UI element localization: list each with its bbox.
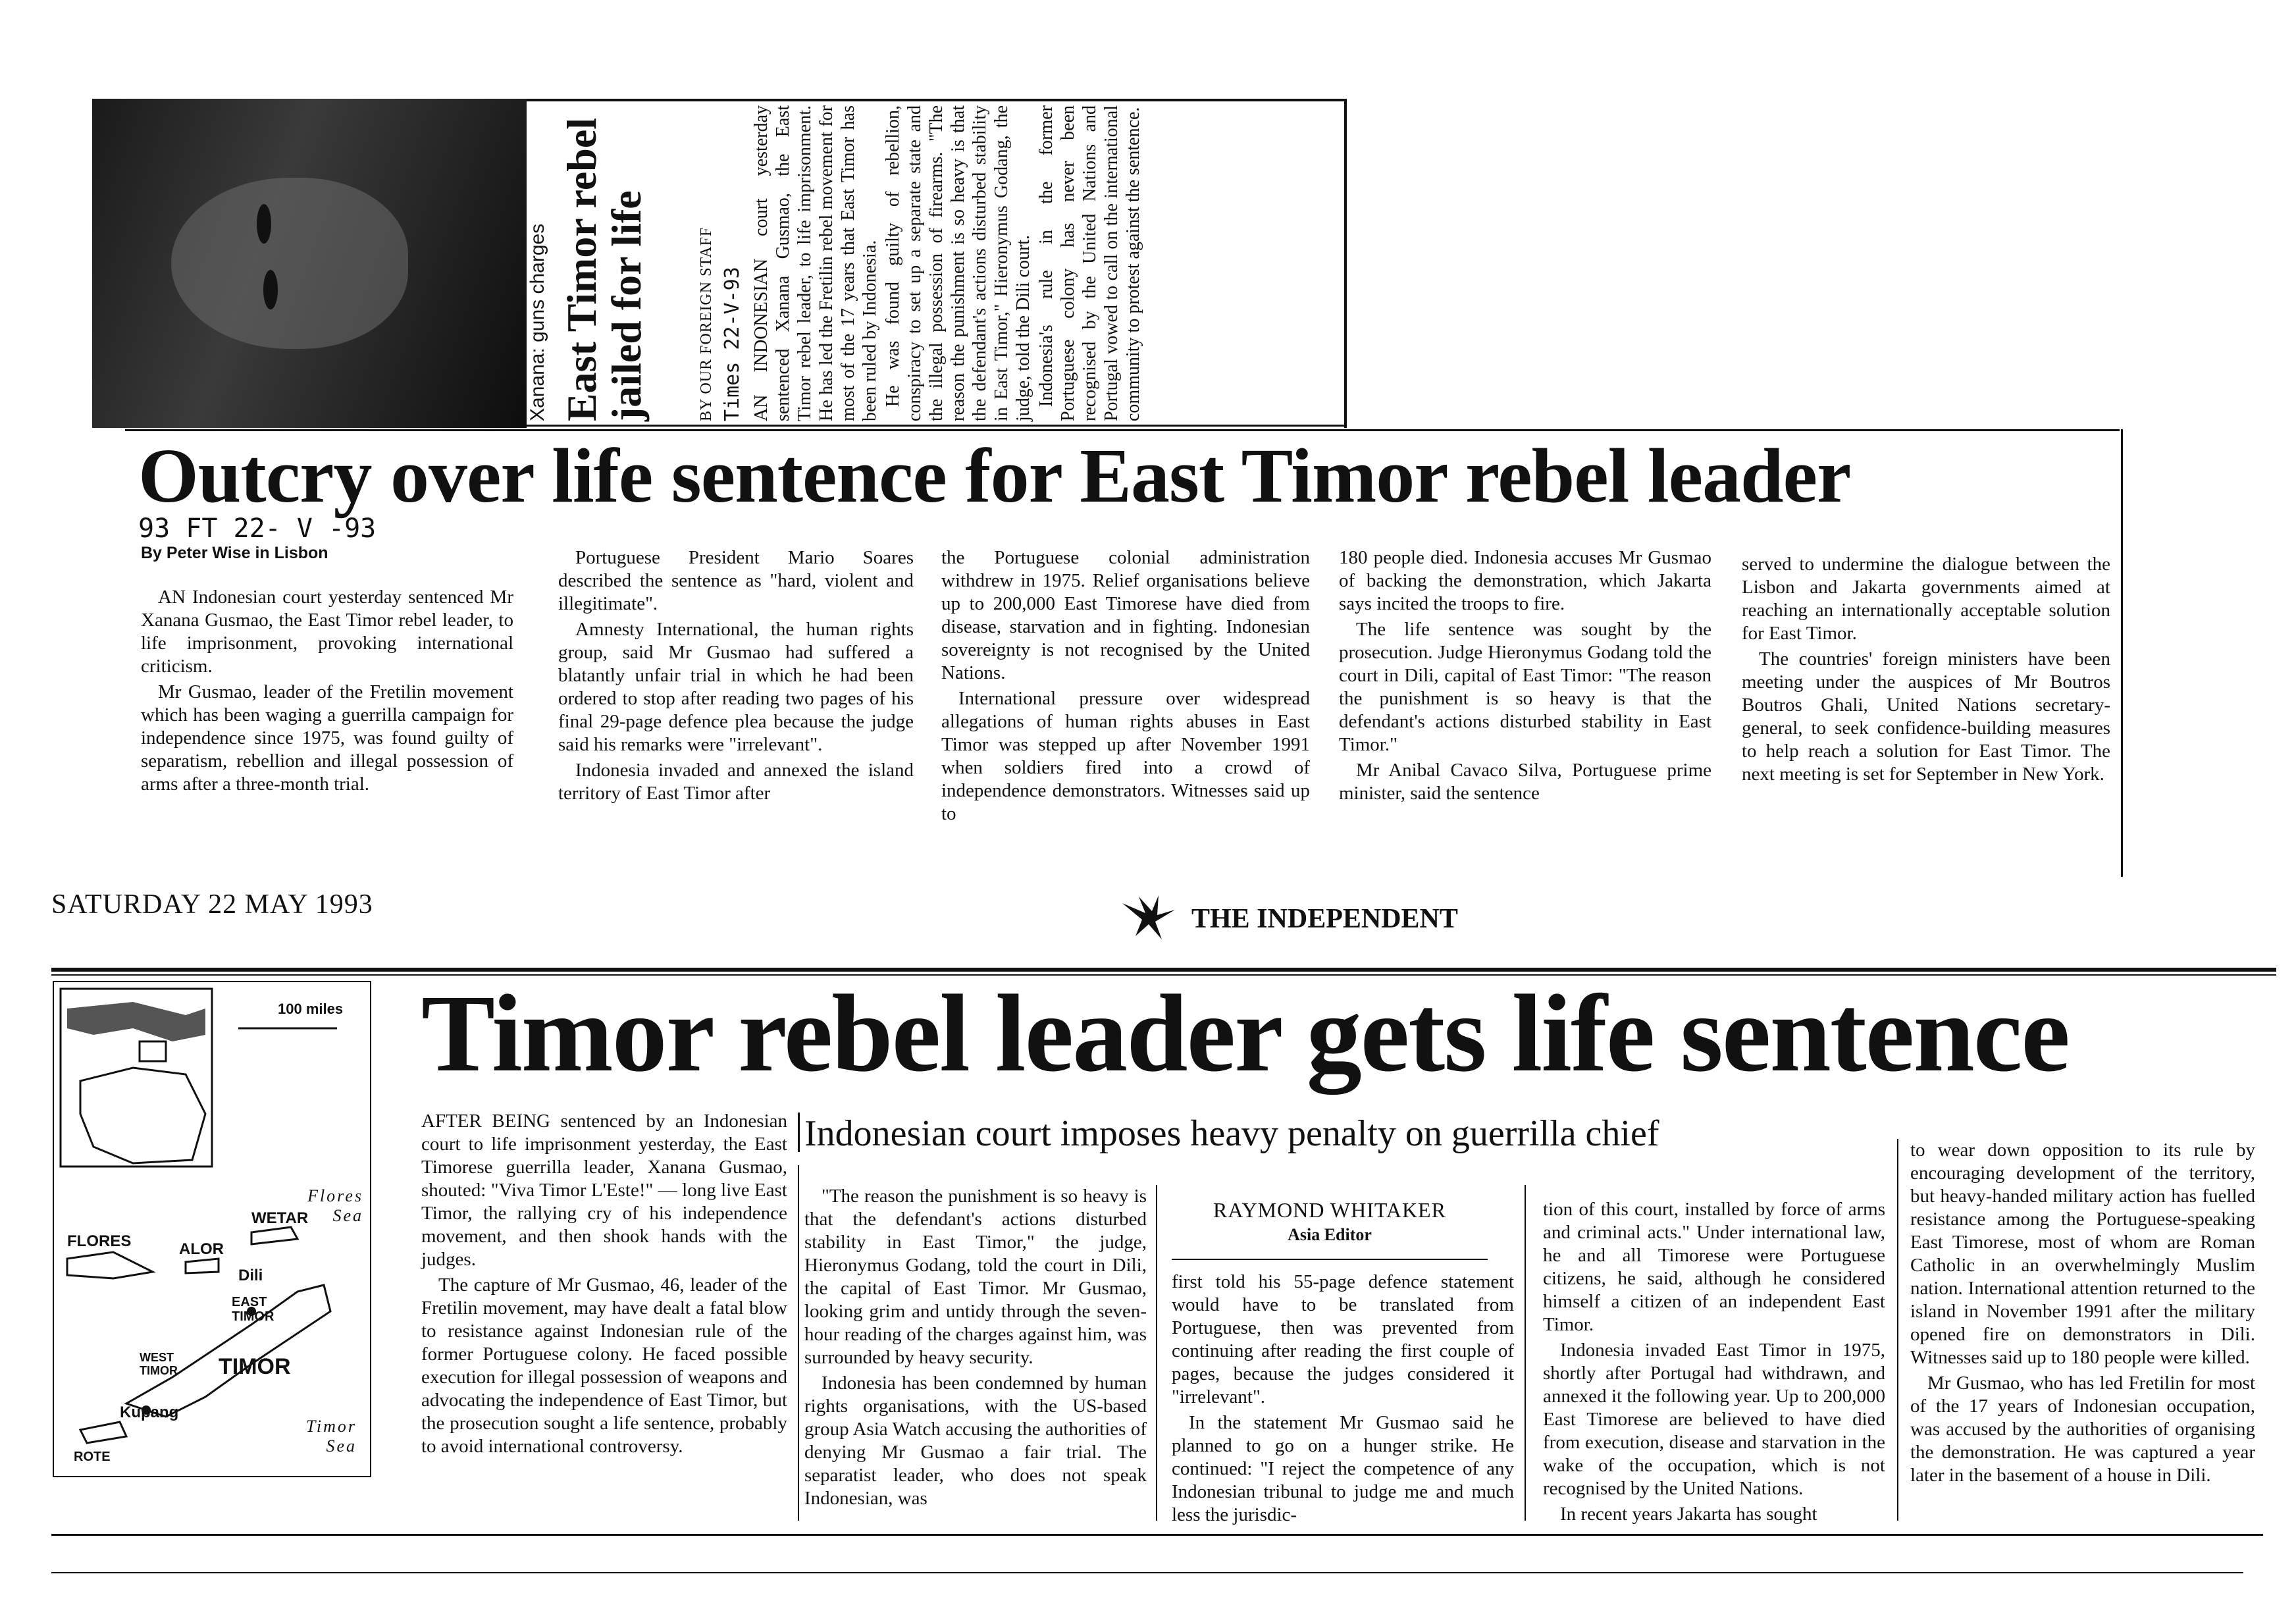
independent-paragraph: AFTER BEING sentenced by an Indonesian court to life imprisonment yesterday, the East Timorese guerrilla leader, Xanana Gusmao, shouted: "Viva Timor L'Este!" — long live East Timor, the rallying cry of his independence movement, and then shook hands with the judges. [421, 1111, 787, 1270]
independent-paragraph: Indonesia invaded East Timor in 1975, shortly after Portugal had withdrawn, and annexed it the following year. Up to 200,000 East Timorese are believed to have died from execution, disease and starvation in the wake of the occupation, which is not recognised by the United Nations. [1543, 1340, 1885, 1499]
independent-paragraph: Mr Gusmao, who has led Fretilin for most of the 17 years of Indonesian occupation, was accused by the authorities of organising the demonstration. He was captured a year later in the basement of a house in Dili. [1910, 1373, 2255, 1486]
ft-column-1 [141, 586, 513, 799]
column-divider [1525, 1185, 1526, 1521]
times-rotated-article [92, 99, 1343, 428]
independent-bottom-rule [51, 1534, 2263, 1536]
column-divider [798, 1165, 799, 1521]
map-label-timor-sea: Timor Sea [305, 1417, 357, 1456]
times-paragraph: Indonesia's rule in the former Portuguese colony has never been recognised by the United Nations and Portugal vowed to call on the international community to protest against the sentence. [1036, 105, 1143, 421]
ft-paragraph: The countries' foreign ministers have been meeting under the auspices of Mr Boutros Boutros Ghali, United Nations secretary-general, to seek confidence-building measures to help reach a solution for East Timor. The next meeting is set for September in New York. [1742, 648, 2110, 785]
ft-paragraph: Mr Anibal Cavaco Silva, Portuguese prime minister, said the sentence [1339, 760, 1711, 804]
map-label-east-timor: EAST TIMOR [232, 1295, 274, 1324]
ft-column-4 [1339, 546, 1711, 808]
ft-paragraph: served to undermine the dialogue between the Lisbon and Jakarta governments aimed at reaching an internationally acceptable solution for East Timor. [1742, 554, 2110, 644]
photo-eye-right [257, 204, 271, 244]
author-name: RAYMOND WHITAKER [1213, 1198, 1446, 1222]
ft-paragraph: AN Indonesian court yesterday sentenced Mr Xanana Gusmao, the East Timor rebel leader, to life imprisonment, provoking international criticism. [141, 587, 513, 677]
ft-paragraph: The life sentence was sought by the prosecution. Judge Hieronymus Godang told the court in Dili, capital of East Timor: "The reason the punishment is so heavy is that the defendant's actions disturbed stability in East Timor." [1339, 619, 1711, 755]
independent-masthead: THE INDEPENDENT [1191, 904, 1458, 934]
ft-handwritten-note: 93 FT 22- V -93 [138, 513, 377, 544]
ft-headline: Outcry over life sentence for East Timor rebel leader [138, 433, 1851, 519]
ft-paragraph: the Portuguese colonial administration withdrew in 1975. Relief organisations believe up to 200,000 East Timorese have died from disease, starvation and in fighting. Indonesian sovereignty is not recognised by the United Nations. [941, 547, 1310, 683]
independent-column-2 [804, 1185, 1147, 1513]
photo-caption: Xanana: guns charges [527, 223, 548, 421]
map-label-west-timor: WEST TIMOR [140, 1351, 178, 1377]
times-paragraph: He was found guilty of rebellion, conspiracy to set up a separate state and the illegal possession of firearms. "The reason the punishment is so heavy is that the defendant's actions disturbed stability in East Timor," Hieronymus Godang, the judge, told the Dili court. [883, 105, 1033, 421]
independent-paragraph: The capture of Mr Gusmao, 46, leader of the Fretilin movement, may have dealt a fatal blow to resistance against Indonesian rule of the former Portuguese colony. He faced possible execution for illegal possession of weapons and advocating the independence of East Timor, but the prosecution sought a life sentence, probably to avoid international controversy. [421, 1274, 787, 1457]
photo-eye-left [263, 270, 278, 309]
ft-right-rule [2121, 429, 2123, 877]
gusmao-photo [92, 99, 527, 428]
author-box [1165, 1198, 1494, 1245]
independent-top-rule [51, 968, 2276, 972]
map-label-kupang: Kupang [120, 1404, 179, 1421]
eagle-logo-icon [1119, 890, 1178, 943]
independent-paragraph: first told his 55-page defence statement would have to be translated from Portuguese, then was prevented from continuing after reading the first couple of pages, because the judges considered it "irrelevant". [1172, 1271, 1514, 1407]
times-body [750, 105, 1330, 421]
author-box-rule [1172, 1259, 1488, 1260]
independent-paragraph: tion of this court, installed by force of arms and criminal acts." Under international law, he and all Timorese were Portuguese citizens, he said, although he considered himself a citizen of an independent East Timor. [1543, 1199, 1885, 1335]
independent-column-1 [421, 1110, 787, 1461]
times-clipping [92, 99, 1343, 428]
independent-subhead: Indonesian court imposes heavy penalty on guerrilla chief [804, 1113, 1659, 1154]
ft-byline: By Peter Wise in Lisbon [141, 544, 328, 562]
independent-column-3 [1172, 1271, 1514, 1529]
photo-face [171, 178, 408, 349]
ft-column-3 [941, 546, 1310, 828]
independent-paragraph: In recent years Jakarta has sought [1560, 1504, 1817, 1525]
map-label-rote: ROTE [74, 1450, 111, 1464]
independent-column-4 [1543, 1198, 1885, 1529]
ft-top-rule [125, 429, 2120, 431]
column-divider [1897, 1139, 1898, 1521]
map-label-timor: TIMOR [219, 1354, 291, 1379]
times-handwritten-note: Times 22-V-93 [721, 267, 744, 421]
independent-paragraph: "The reason the punishment is so heavy is that the defendant's actions disturbed stability in East Timor," the judge, Hieronymus Godang, told the court in Dili, the capital of East Timor. Mr Gusmao, looking grim and untidy through the seven-hour reading of the charges against him, was surrounded by heavy security. [804, 1186, 1147, 1368]
ft-paragraph: Indonesia invaded and annexed the island territory of East Timor after [558, 760, 914, 804]
independent-paragraph: In the statement Mr Gusmao said he planned to go on a hunger strike. He continued: "I reject the competence of any Indonesian tribunal to judge me and much less the jurisdic- [1172, 1412, 1514, 1525]
times-paragraph: AN INDONESIAN court yesterday sentenced Xanana Gusmao, the East Timor rebel leader, to life imprisonment. He has led the Fretilin rebel movement for most of the 17 years that East Timor has been ruled by Indonesia. [751, 105, 880, 421]
independent-headline: Timor rebel leader gets life sentence [421, 972, 2069, 1095]
ft-column-5 [1742, 553, 2110, 789]
column-divider [1156, 1185, 1157, 1521]
times-headline: East Timor rebel jailed for life [558, 117, 650, 421]
independent-column-5 [1910, 1139, 2255, 1490]
map-label-flores-sea: Flores Sea [307, 1186, 363, 1225]
map-label-alor: ALOR [179, 1240, 224, 1258]
times-clip-right-border [1344, 99, 1347, 428]
subhead-left-rule [798, 1113, 800, 1152]
map-scale-label: 100 miles [278, 1001, 344, 1017]
times-byline: BY OUR FOREIGN STAFF [698, 226, 715, 421]
ft-paragraph: International pressure over widespread allegations of human rights abuses in East Timor was stepped up after November 1991 when soldiers fired into a crowd of independence demonstrators. Witnesses said up to [941, 688, 1310, 824]
independent-paragraph: to wear down opposition to its rule by encouraging development of the territory, but heavy-handed military action has fuelled resistance among the Portuguese-speaking East Timorese, most of whom are Roman Catholic in an overwhelmingly Muslim nation. International attention returned to the island in November 1991 after the military opened fire on demonstrators in Dili. Witnesses said up to 180 people were killed. [1910, 1140, 2255, 1368]
page-bottom-rule [51, 1572, 2243, 1573]
ft-paragraph: Portuguese President Mario Soares described the sentence as "hard, violent and illegitimate". [558, 547, 914, 614]
ft-paragraph: Mr Gusmao, leader of the Fretilin movement which has been waging a guerrilla campaign for independence since 1975, was found guilty of separatism, rebellion and illegal possession of arms after a three-month trial. [141, 681, 513, 795]
author-title: Asia Editor [1288, 1225, 1372, 1244]
independent-date: SATURDAY 22 MAY 1993 [51, 889, 373, 920]
independent-paragraph: Indonesia has been condemned by human rights organisations, with the US-based group Asia Watch accusing the authorities of denying Mr Gusmao a fair trial. The separatist leader, who does not speak Indonesian, was [804, 1373, 1147, 1509]
timor-map [53, 981, 371, 1477]
ft-column-2 [558, 546, 914, 808]
ft-paragraph: 180 people died. Indonesia accuses Mr Gusmao of backing the demonstration, which Jakarta says incited the troops to fire. [1339, 547, 1711, 614]
map-label-flores: FLORES [67, 1232, 132, 1250]
map-label-wetar: WETAR [251, 1209, 309, 1227]
ft-paragraph: Amnesty International, the human rights group, said Mr Gusmao had suffered a blatantly unfair trial in which he had been ordered to stop after reading two pages of his final 29-page defence plea because the judge said his remarks were "irrelevant". [558, 619, 914, 755]
map-label-dili: Dili [238, 1267, 263, 1284]
